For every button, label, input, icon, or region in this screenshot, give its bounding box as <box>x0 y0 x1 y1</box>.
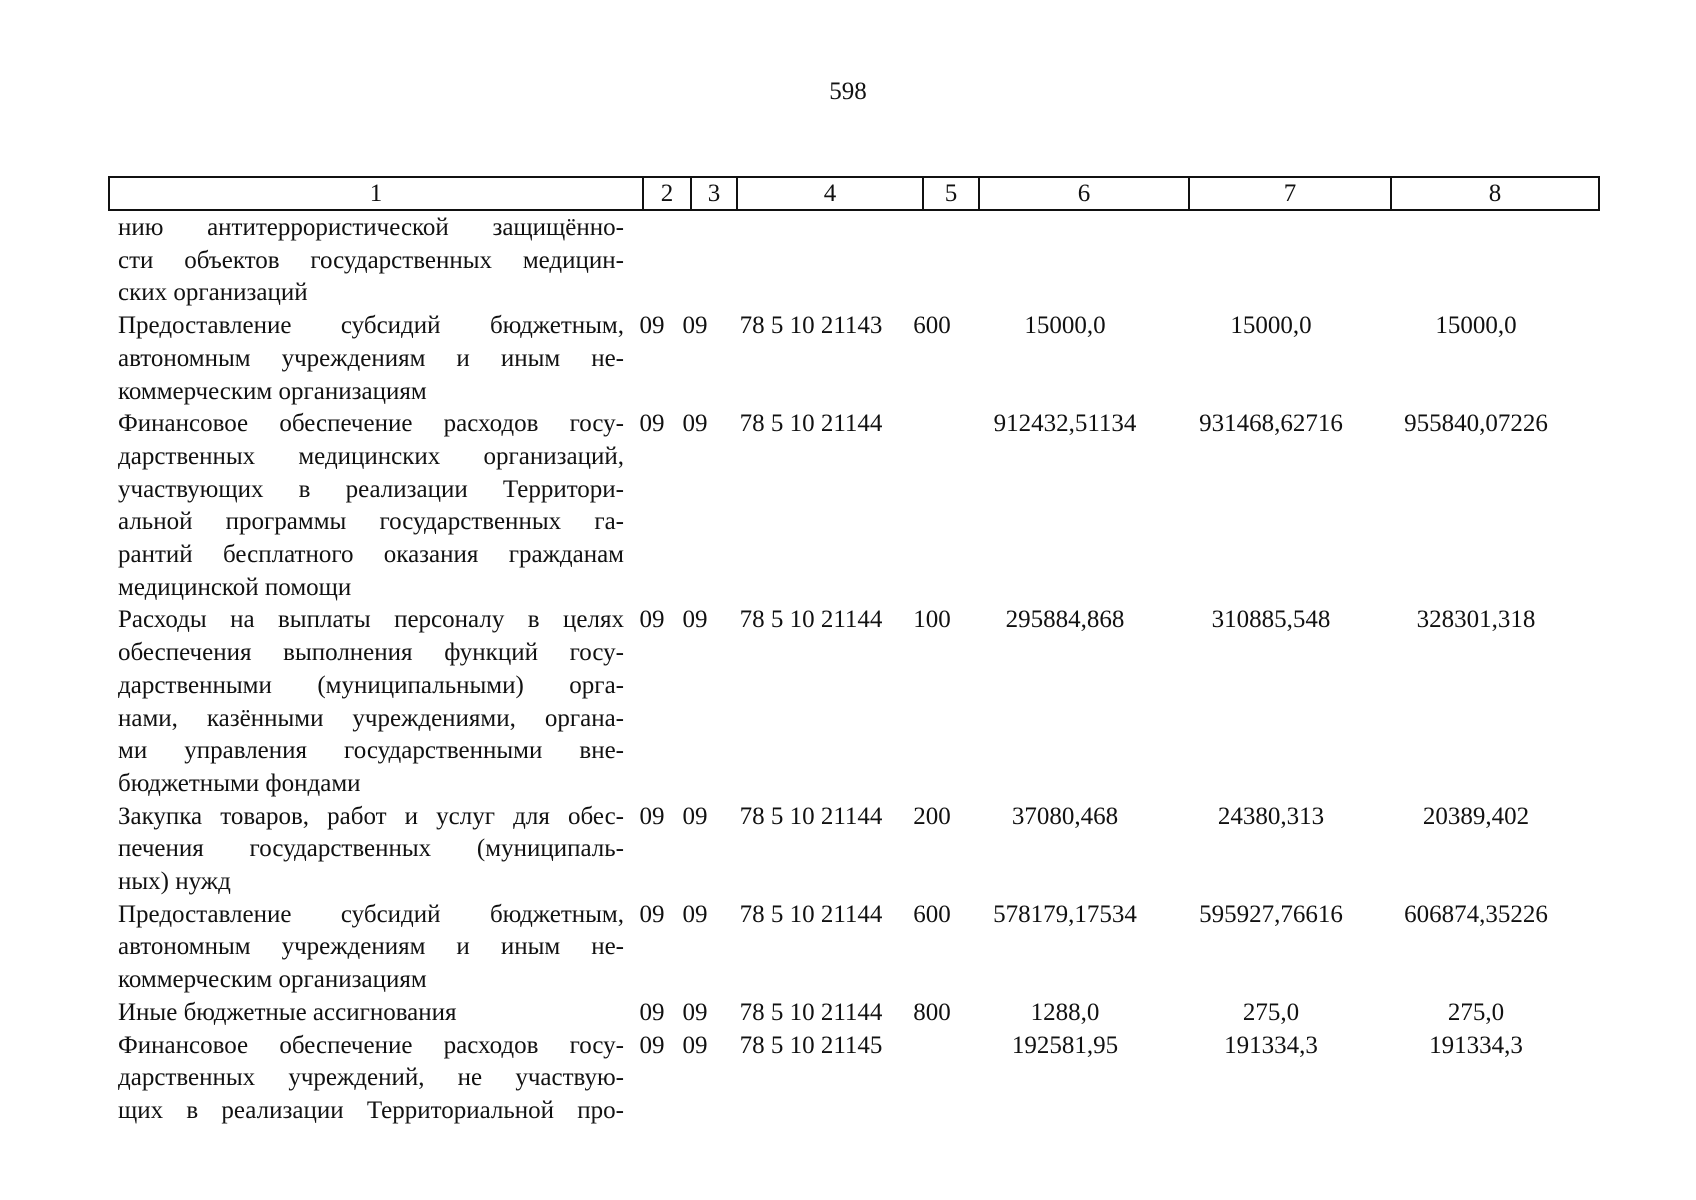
table-row <box>108 997 1602 1030</box>
section-code: 09 <box>639 606 665 634</box>
amount-column-6: 192581,95 <box>1011 1031 1119 1059</box>
expense-type-code <box>904 408 960 604</box>
column-header-2: 2 <box>643 177 691 210</box>
target-article-code: 78 5 10 21144 <box>739 410 883 438</box>
amount-column-7: 15000,0 <box>1230 312 1312 340</box>
target-article-code <box>718 212 904 310</box>
table-row <box>108 604 1602 800</box>
description-line: ми управления государственными вне- <box>118 737 624 765</box>
table-row <box>108 899 1602 997</box>
target-article-code: 78 5 10 21144 <box>739 900 883 928</box>
description-line: участвующих в реализации Территори- <box>118 475 624 503</box>
description-line: Финансовое обеспечение расходов госу- <box>118 1031 624 1059</box>
column-header-5: 5 <box>923 177 979 210</box>
expense-type-code: 100 <box>913 606 951 634</box>
section-code: 09 <box>639 900 665 928</box>
description-line: сти объектов государственных медицин- <box>118 246 624 274</box>
amount-column-6: 15000,0 <box>1024 312 1106 340</box>
description-line: медицинской помощи <box>118 573 352 601</box>
description-line: автономным учреждениям и иным не- <box>118 344 624 372</box>
column-header-7: 7 <box>1189 177 1391 210</box>
expense-type-code <box>904 212 960 310</box>
amount-column-6: 1288,0 <box>1030 998 1100 1026</box>
row-description <box>108 408 624 604</box>
amount-column-8: 606874,35226 <box>1404 900 1548 928</box>
expense-type-code: 800 <box>913 998 951 1026</box>
amount-column-7: 191334,3 <box>1224 1031 1318 1059</box>
amount-column-7: 931468,62716 <box>1199 410 1343 438</box>
amount-column-8: 328301,318 <box>1416 606 1536 634</box>
table-row <box>108 801 1602 899</box>
expense-type-code: 600 <box>913 312 951 340</box>
amount-column-8: 191334,3 <box>1429 1031 1523 1059</box>
section-code <box>624 212 672 310</box>
description-line: ских организаций <box>118 279 308 307</box>
description-line: Предоставление субсидий бюджетным, <box>118 900 624 928</box>
description-line: бюджетными фондами <box>118 769 361 797</box>
description-line: Финансовое обеспечение расходов госу- <box>118 410 624 438</box>
description-line: рантий бесплатного оказания гражданам <box>118 541 624 569</box>
column-header-6: 6 <box>979 177 1189 210</box>
amount-column-6: 295884,868 <box>1005 606 1125 634</box>
row-description <box>108 997 624 1030</box>
target-article-code: 78 5 10 21143 <box>739 312 883 340</box>
description-line: коммерческим организациям <box>118 377 427 405</box>
description-line: обеспечения выполнения функций госу- <box>118 639 624 667</box>
target-article-code: 78 5 10 21144 <box>739 606 883 634</box>
column-header-3: 3 <box>691 177 737 210</box>
subsection-code: 09 <box>682 802 708 830</box>
column-header-row <box>109 177 1599 210</box>
amount-column-6: 578179,17534 <box>993 900 1137 928</box>
row-description <box>108 899 624 997</box>
expense-type-code <box>904 1030 960 1128</box>
amount-column-7: 24380,313 <box>1217 802 1325 830</box>
amount-column-6 <box>960 212 1170 310</box>
budget-table-body <box>108 212 1602 1128</box>
description-line: альной программы государственных га- <box>118 508 624 536</box>
row-description <box>108 801 624 899</box>
table-row <box>108 1030 1602 1128</box>
description-line: Предоставление субсидий бюджетным, <box>118 312 624 340</box>
description-line: дарственных медицинских организаций, <box>118 442 624 470</box>
subsection-code: 09 <box>682 606 708 634</box>
description-line: коммерческим организациям <box>118 966 427 994</box>
description-line: щих в реализации Территориальной про- <box>118 1096 624 1124</box>
description-line: ных) нужд <box>118 868 231 896</box>
row-description <box>108 1030 624 1128</box>
subsection-code: 09 <box>682 998 708 1026</box>
table-row <box>108 212 1602 310</box>
expense-type-code: 600 <box>913 900 951 928</box>
subsection-code: 09 <box>682 1031 708 1059</box>
section-code: 09 <box>639 802 665 830</box>
subsection-code <box>672 212 718 310</box>
amount-column-8: 275,0 <box>1447 998 1505 1026</box>
description-line: печения государственных (муниципаль- <box>118 835 624 863</box>
subsection-code: 09 <box>682 410 708 438</box>
row-description <box>108 310 624 408</box>
table-row <box>108 408 1602 604</box>
section-code: 09 <box>639 410 665 438</box>
amount-column-7 <box>1170 212 1372 310</box>
column-header-table <box>108 176 1600 211</box>
amount-column-7: 275,0 <box>1242 998 1300 1026</box>
amount-column-8: 15000,0 <box>1435 312 1517 340</box>
description-line: дарственными (муниципальными) орга- <box>118 671 624 699</box>
section-code: 09 <box>639 998 665 1026</box>
target-article-code: 78 5 10 21145 <box>739 1031 883 1059</box>
amount-column-7: 310885,548 <box>1211 606 1331 634</box>
description-line: нами, казёнными учреждениями, органа- <box>118 704 624 732</box>
amount-column-8 <box>1372 212 1580 310</box>
description-line: Закупка товаров, работ и услуг для обес- <box>118 802 624 830</box>
amount-column-7: 595927,76616 <box>1199 900 1343 928</box>
description-line: нию антитеррористической защищённо- <box>118 214 624 241</box>
column-header-1: 1 <box>109 177 643 210</box>
row-description <box>108 212 624 310</box>
section-code: 09 <box>639 312 665 340</box>
target-article-code: 78 5 10 21144 <box>739 998 883 1026</box>
description-line: дарственных учреждений, не участвую- <box>118 1064 624 1092</box>
amount-column-6: 912432,51134 <box>993 410 1137 438</box>
table-row <box>108 310 1602 408</box>
amount-column-8: 20389,402 <box>1422 802 1530 830</box>
row-description <box>108 604 624 800</box>
page-number: 598 <box>829 78 867 105</box>
subsection-code: 09 <box>682 900 708 928</box>
description-line: Расходы на выплаты персоналу в целях <box>118 606 624 634</box>
column-header-8: 8 <box>1391 177 1599 210</box>
amount-column-6: 37080,468 <box>1011 802 1119 830</box>
description-line: Иные бюджетные ассигнования <box>118 998 457 1026</box>
subsection-code: 09 <box>682 312 708 340</box>
column-header-4: 4 <box>737 177 923 210</box>
description-line: автономным учреждениям и иным не- <box>118 933 624 961</box>
section-code: 09 <box>639 1031 665 1059</box>
amount-column-8: 955840,07226 <box>1404 410 1548 438</box>
expense-type-code: 200 <box>913 802 951 830</box>
target-article-code: 78 5 10 21144 <box>739 802 883 830</box>
